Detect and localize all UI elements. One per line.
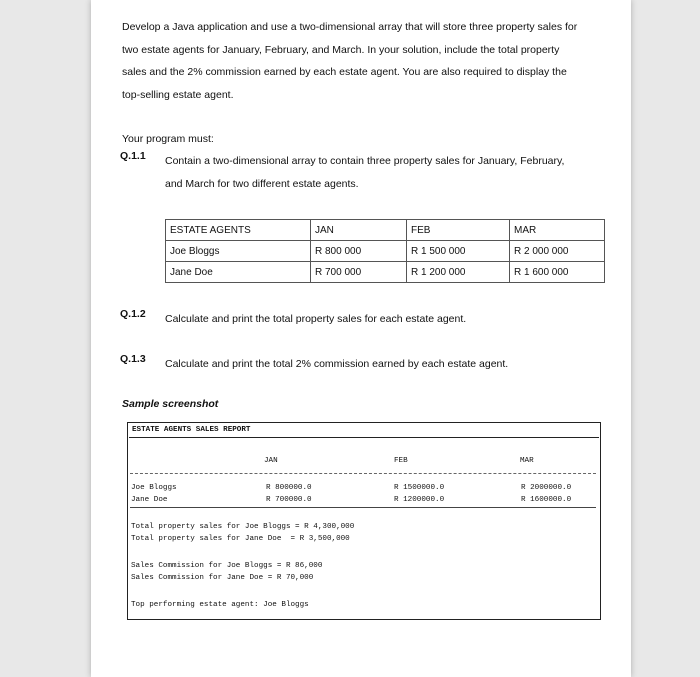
document-page bbox=[91, 0, 631, 677]
console-commission-line: Sales Commission for Joe Bloggs = R 86,000 bbox=[131, 562, 323, 570]
console-value: R 1200000.0 bbox=[394, 496, 445, 504]
table-cell: R 800 000 bbox=[311, 241, 407, 262]
table-header-cell: JAN bbox=[311, 220, 407, 241]
console-agent-name: Joe Bloggs bbox=[131, 484, 177, 492]
console-agent-name: Jane Doe bbox=[131, 496, 168, 504]
console-value: R 1600000.0 bbox=[521, 496, 572, 504]
console-value: R 2000000.0 bbox=[521, 484, 572, 492]
table-cell: R 2 000 000 bbox=[510, 241, 605, 262]
table-header-cell: FEB bbox=[407, 220, 510, 241]
console-col-feb: FEB bbox=[394, 457, 408, 465]
question-text: Calculate and print the total 2% commission earned by each estate agent. bbox=[165, 358, 509, 370]
intro-line: sales and the 2% commission earned by each estate agent. You are also required to display the bbox=[122, 66, 567, 78]
console-value: R 700000.0 bbox=[266, 496, 312, 504]
intro-line: two estate agents for January, February, and March. In your solution, include the total property bbox=[122, 43, 560, 56]
console-value: R 1500000.0 bbox=[394, 484, 445, 492]
console-title: ESTATE AGENTS SALES REPORT bbox=[129, 424, 599, 438]
question-line: and March for two different estate agents. bbox=[165, 177, 359, 190]
sales-table bbox=[165, 219, 605, 283]
table-header-cell: MAR bbox=[510, 220, 605, 241]
question-text: Calculate and print the total property sales for each estate agent. bbox=[165, 313, 467, 325]
table-header-row bbox=[166, 220, 605, 241]
table-cell: Jane Doe bbox=[166, 262, 311, 283]
table-cell: Joe Bloggs bbox=[166, 241, 311, 262]
console-col-jan: JAN bbox=[264, 457, 278, 465]
console-col-mar: MAR bbox=[520, 457, 534, 465]
console-commission-line: Sales Commission for Jane Doe = R 70,000 bbox=[131, 574, 314, 582]
table-row bbox=[166, 262, 605, 283]
console-total-line: Total property sales for Joe Bloggs = R 4,300,000 bbox=[131, 523, 355, 531]
table-header-cell: ESTATE AGENTS bbox=[166, 220, 311, 241]
console-total-line: Total property sales for Jane Doe = R 3,500,000 bbox=[131, 535, 350, 543]
question-number: Q.1.2 bbox=[120, 308, 146, 320]
question-number: Q.1.1 bbox=[120, 150, 146, 162]
question-line: Contain a two-dimensional array to contain three property sales for January, February, bbox=[165, 155, 565, 167]
console-top-agent-line: Top performing estate agent: Joe Bloggs bbox=[131, 601, 309, 609]
console-output bbox=[127, 422, 601, 620]
table-cell: R 1 200 000 bbox=[407, 262, 510, 283]
table-cell: R 1 600 000 bbox=[510, 262, 605, 283]
intro-line: Develop a Java application and use a two-dimensional array that will store three property sales for bbox=[122, 21, 578, 33]
console-divider bbox=[130, 473, 596, 474]
intro-paragraph bbox=[122, 16, 602, 106]
console-value: R 800000.0 bbox=[266, 484, 312, 492]
table-cell: R 700 000 bbox=[311, 262, 407, 283]
requirements-label: Your program must: bbox=[122, 133, 214, 145]
intro-line: top-selling estate agent. bbox=[122, 88, 234, 101]
question-text bbox=[165, 150, 605, 195]
sample-screenshot-title: Sample screenshot bbox=[122, 398, 219, 410]
table-row bbox=[166, 241, 605, 262]
question-number: Q.1.3 bbox=[120, 353, 146, 365]
table-cell: R 1 500 000 bbox=[407, 241, 510, 262]
